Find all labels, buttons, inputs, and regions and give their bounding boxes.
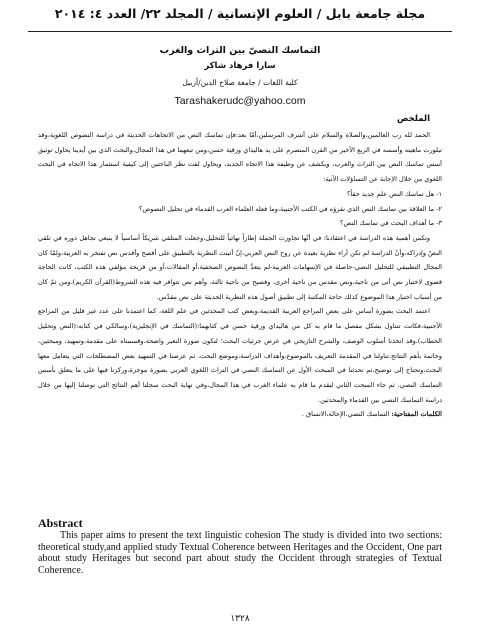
- abstract-paragraph: الحمد لله رب العالمين،والصلاة والسلام على أشرف المرسلين،أمّا بعد:فإن تماسك النص من الاتجاهات الحديثة في دراسة النصوص اللغوية،وقد تبلورت ماهيته وأسسه في الربع الأخير من القرن المنصرم على يد هاليداي ورقية حسن،ومن تبعهما في هذا المجال،والبحث الذي بين أيدينا يحاول توثيق أسس تماسك النص بين التراث والغرب، ويكشف عن وظيفة هذا الاتجاه الجديد، ويحاول لفت نظر الباحثين إلى كيفية استثمار هذا الاتجاه في البحث اللغوي من خلال الإجابة عن التساؤلات الآتية:: [38, 131, 442, 184]
- research-question: ٣- ما أهداف البحث في تماسك النص؟: [340, 219, 442, 228]
- keywords-label: الكلمات المفتاحية:: [391, 410, 442, 419]
- arabic-abstract-heading: الملخص: [397, 114, 430, 124]
- research-question: ٢- ما العلاقة بين تماسك النص الذي نقرؤه في الكتب الأجنبية،وما فعله العلماء العرب القدماء في تحليل النصوص؟: [138, 204, 442, 213]
- journal-header: مجلة جامعة بابل / العلوم الإنسانية / المجلد ٢٢/ العدد ٤: ٢٠١٤: [54, 6, 426, 21]
- author-name: سارا فرهاد شاكر: [204, 61, 276, 71]
- abstract-paragraph: اعتمد البحث بصورة أساس على بعض المراجع العربية القديمة،وبعض كتب المحدثين في علم اللغة، كما اعتمدنا على عدد غير قليل من المراجع الأجنبية،فكانت تتناول بشكل مفصل ما قام به كل من هاليداي ورقية حسن في كتابهما:(التماسك في الإنجليزية)،وسالكي في كتابه:(النص وتحليل الخطاب)،وقد اتخذنا أسلوب الوصف، والشرح التاريخي في عرض جزئيات البحث؛ لتكون صورة التغير واضحة،وقسمناه على مقدمة،وتمهيد، ومبحثين، وخاتمة بأهم النتائج،تناولنا في المقدمة التعريف بالموضوع،وأهداف الدراسة،وموضع البحث، ثم عرضنا في التمهيد بعض المصطلحات التي يتعامل معها البحث،وتحتاج إلى توضيح،ثم تحدثنا في المبحث الأول عن التماسك النصي في التراث اللغوي العربي بصورة موجزة،وركزنا فيها على ما يتعلق بأسس التماسك النصي، ثم جاء المبحث الثاني ليقدم ما قام به علماء الغرب في هذا المجال،وفي نهاية البحث سجلنا أهم النتائج التي توصلنا إليها من خلال دراسة التماسك النصي بين القدماء والمحدثين.: [38, 307, 442, 404]
- english-abstract-heading: Abstract: [38, 516, 83, 530]
- header-divider: [28, 31, 452, 32]
- english-abstract-text: This paper aims to present the text linguistic cohesion The study is divided into two sections: theoretical study,and applied study Textual Coherence between Heritages and the Occident, One part about study Heritages but second part about study the Occident through strategies of Textual Coherence.: [38, 530, 442, 576]
- author-email[interactable]: Tarashakerudc@yahoo.com: [174, 95, 306, 107]
- author-affiliation: كلية اللغات / جامعة صلاح الدين/أربيل: [182, 78, 298, 87]
- abstract-paragraph: وتكمن أهمية هذه الدراسة في اعتقادنا: في أنّها تجاوزت الجملة إطاراً نهائياً للتحليل،وجعلت المتلقي شريكاً أساسياً لا ينبغي تجاهل دوره في تلقي النصّ وإدراكه،وأنّ الدراسة لم تكن آراء نظرية بعيدة عن روح النص العربي،إنّ أثبتت النظرية بالتطبيق على أفصح وأقدس نص تفتخر به العربية،ولمّا كان المجال التطبيقي للتحليل النصي-حاصلة في الإسهامات الغربية-لم يتعدَّ النصوص الصحفية،أو المقالات،أو من قريحة مؤلفي هذه الكتب، كانت الحاجة قصوى لاختيار نص أتى من ناحية،ونص مقدس من ناحية أخرى، وفصيح من ناحية ثالثة، وأهم نص تتوافر فيه هذه الشروط(القرآن الكريم)،ومن ثمّ كان من أسباب اختيار هذا الموضوع كذلك حاجة المكتبة إلى تطبيق أصول هذه النظرية الحديثة على نص مقدّس.: [38, 233, 442, 301]
- arabic-abstract-body: [38, 128, 442, 422]
- page-number: ١٣٢٨: [230, 614, 250, 624]
- paper-title: التماسك النصيّ بين التراث والغرب: [159, 45, 321, 56]
- english-abstract-body: [38, 530, 442, 576]
- keywords-line: [38, 407, 442, 422]
- research-question: ١- هل تماسك النص علم جديد حقاً؟: [346, 189, 442, 198]
- keywords-list: التماسك النصي،الإحالة،الاتساق .: [301, 410, 390, 419]
